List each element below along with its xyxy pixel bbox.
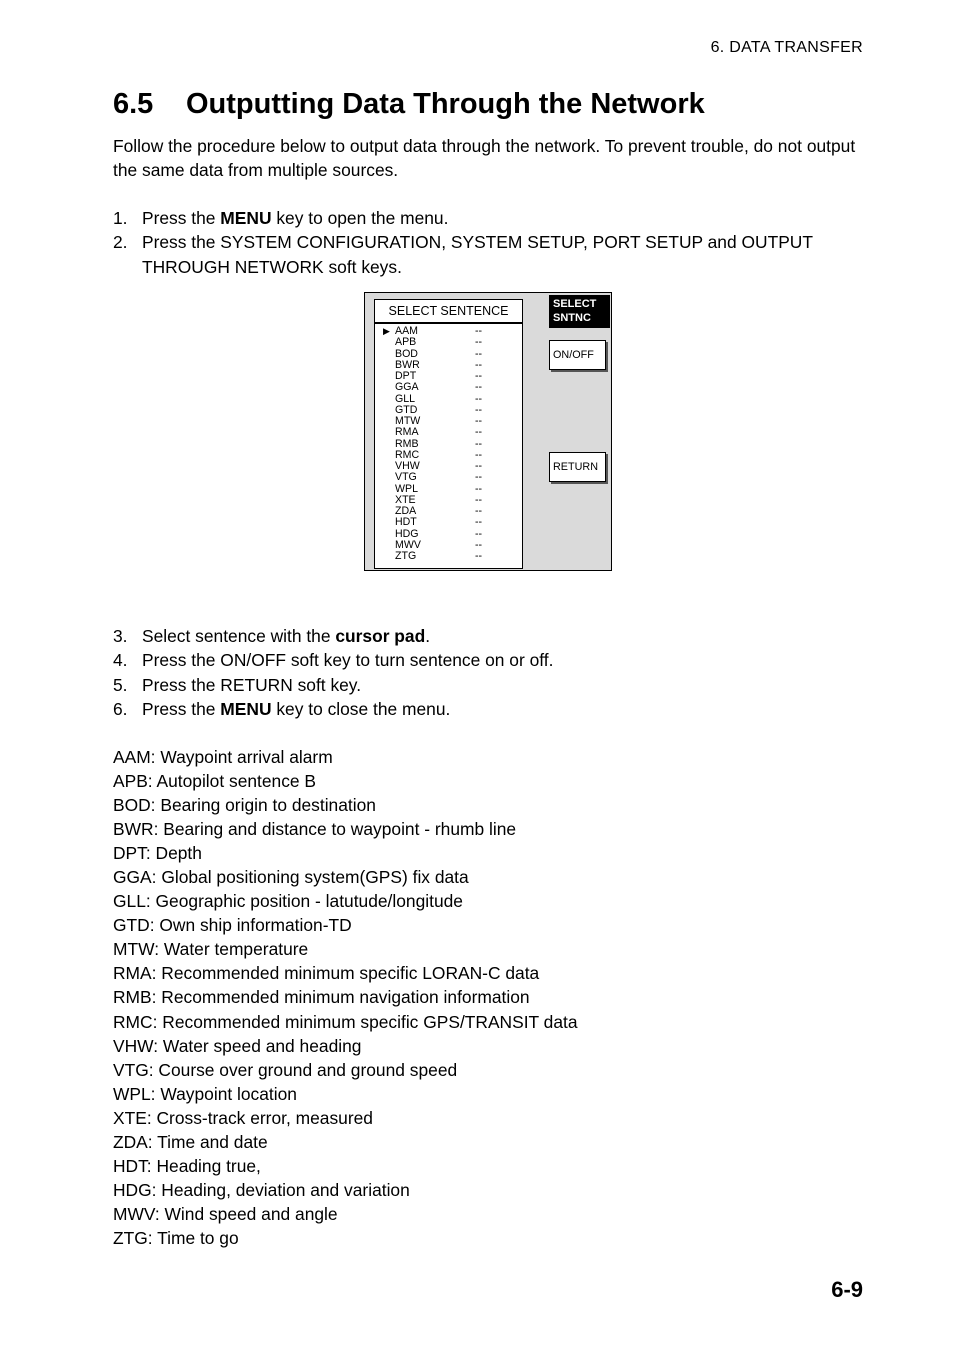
step-number: 1. <box>113 208 128 228</box>
definition-item: APB: Autopilot sentence B <box>113 771 317 792</box>
sentence-definitions <box>113 745 578 1250</box>
select-sentence-screen <box>364 292 612 571</box>
intro-paragraph: Follow the procedure below to output data through the network. To prevent trouble, do not output the same data from multiple sources. <box>113 136 856 180</box>
select-sentence-heading: SELECT SENTENCE <box>374 299 523 323</box>
on-off-softkey[interactable]: ON/OFF <box>549 340 606 370</box>
definition-item: GGA: Global positioning system(GPS) fix data <box>113 867 469 888</box>
sentence-code: HDT <box>395 516 417 529</box>
procedure-steps-1-2 <box>113 206 873 279</box>
sentence-row-ztg[interactable] <box>383 551 493 562</box>
sentence-status: -- <box>475 381 483 394</box>
step-item <box>113 206 873 230</box>
definition-item: VTG: Course over ground and ground speed <box>113 1059 458 1080</box>
definition-item: ZTG: Time to go <box>113 1227 239 1248</box>
step-text: key to close the menu. <box>271 698 451 719</box>
definition-item: RMB: Recommended minimum navigation information <box>113 987 530 1008</box>
sentence-row-vtg[interactable] <box>383 472 493 483</box>
sentence-code: GLL <box>395 392 416 405</box>
definition-item: GTD: Own ship information-TD <box>113 915 352 936</box>
sentence-status: -- <box>475 336 483 349</box>
sentence-code: DPT <box>395 370 417 382</box>
sentence-status: -- <box>475 505 483 517</box>
sentence-row-gga[interactable] <box>383 382 493 393</box>
sentence-row-hdt[interactable] <box>383 517 493 528</box>
sentence-code: WPL <box>395 482 418 495</box>
step-item <box>113 673 873 697</box>
sentence-code: VTG <box>395 471 417 484</box>
sentence-code: APB <box>395 336 417 349</box>
definition-item: HDT: Heading true, <box>113 1155 261 1176</box>
definition-item: RMC: Recommended minimum specific GPS/TRANSIT data <box>113 1011 578 1032</box>
sentence-status: -- <box>475 403 483 416</box>
running-header: 6. DATA TRANSFER <box>710 39 863 56</box>
step-number: 6. <box>113 698 128 719</box>
step-text: . <box>425 626 431 646</box>
softkey-title-line2: SNTNC <box>553 311 591 324</box>
sentence-status: -- <box>475 527 483 540</box>
definition-item: MWV: Wind speed and angle <box>113 1203 338 1224</box>
step-number: 2. <box>113 232 128 253</box>
sentence-code: GGA <box>395 381 419 394</box>
definition-item: BWR: Bearing and distance to waypoint - rhumb line <box>113 819 517 840</box>
sentence-status: -- <box>475 426 483 439</box>
sentence-code: MTW <box>395 415 421 427</box>
sentence-status: -- <box>475 392 483 405</box>
step-item <box>113 697 873 721</box>
procedure-steps-3-6 <box>113 624 873 721</box>
step-text: Press the SYSTEM CONFIGURATION, SYSTEM SETUP, PORT SETUP and OUTPUT THROUGH NETWORK soft keys. <box>142 232 813 277</box>
step-text: Press the RETURN soft key. <box>142 674 362 695</box>
sentence-status: -- <box>475 460 483 472</box>
step-item <box>113 624 873 648</box>
step-item <box>113 648 873 672</box>
sentence-status: -- <box>475 471 483 484</box>
sentence-status: -- <box>475 493 483 506</box>
sentence-status: -- <box>475 550 483 562</box>
sentence-status: -- <box>475 448 483 461</box>
sentence-row-apb[interactable] <box>383 337 493 348</box>
sentence-code: BOD <box>395 347 418 360</box>
sentence-status: -- <box>475 325 483 337</box>
sentence-code: BWR <box>395 358 420 371</box>
definition-item: RMA: Recommended minimum specific LORAN-C data <box>113 963 540 984</box>
section-title-text: Outputting Data Through the Network <box>186 88 705 120</box>
sentence-code: RMA <box>395 426 419 439</box>
sentence-status: -- <box>475 370 483 382</box>
return-softkey[interactable]: RETURN <box>549 452 606 482</box>
sentence-status: -- <box>475 482 483 495</box>
sentence-row-rma[interactable] <box>383 427 493 438</box>
page-number: 6-9 <box>831 1277 863 1302</box>
step-number: 4. <box>113 650 128 671</box>
softkey-title-line1: SELECT <box>553 298 597 310</box>
definition-item: DPT: Depth <box>113 843 202 864</box>
step-key-name: MENU <box>220 698 272 719</box>
definition-item: ZDA: Time and date <box>113 1131 268 1152</box>
step-text: Press the ON/OFF soft key to turn sentence on or off. <box>142 650 554 671</box>
sentence-code: XTE <box>395 493 416 506</box>
step-key-name: cursor pad <box>335 626 426 646</box>
sentence-code: AAM <box>395 325 418 337</box>
step-text: key to open the menu. <box>271 208 449 228</box>
step-key-name: MENU <box>220 208 272 228</box>
section-number: 6.5 <box>113 88 154 120</box>
step-text: Press the <box>142 208 221 228</box>
definition-item: AAM: Waypoint arrival alarm <box>113 747 333 767</box>
sentence-code: MWV <box>395 538 421 551</box>
sentence-code: GTD <box>395 403 418 416</box>
sentence-code: ZDA <box>395 505 417 517</box>
step-number: 3. <box>113 626 128 646</box>
sentence-status: -- <box>475 538 483 551</box>
step-item <box>113 230 873 279</box>
definition-item: XTE: Cross-track error, measured <box>113 1107 373 1128</box>
sentence-status: -- <box>475 415 483 427</box>
definition-item: MTW: Water temperature <box>113 939 309 960</box>
step-number: 5. <box>113 674 128 695</box>
section-title <box>113 88 705 121</box>
cursor-arrow-icon: ▶ <box>383 326 390 336</box>
definition-item: BOD: Bearing origin to destination <box>113 795 376 816</box>
sentence-code: RMC <box>395 448 420 461</box>
sentence-status: -- <box>475 437 483 450</box>
sentence-code: RMB <box>395 437 419 450</box>
step-text: Select sentence with the <box>142 626 336 646</box>
sentence-code: HDG <box>395 527 419 540</box>
sentence-status: -- <box>475 516 483 529</box>
definition-item: VHW: Water speed and heading <box>113 1035 362 1056</box>
sentence-code: ZTG <box>395 550 417 562</box>
sentence-code: VHW <box>395 460 420 472</box>
sentence-list <box>383 326 493 562</box>
step-text: Press the <box>142 698 221 719</box>
sentence-status: -- <box>475 347 483 360</box>
definition-item: WPL: Waypoint location <box>113 1083 297 1104</box>
softkey-menu-title <box>549 295 610 328</box>
definition-item: GLL: Geographic position - latutude/longitude <box>113 891 463 912</box>
sentence-status: -- <box>475 358 483 371</box>
definition-item: HDG: Heading, deviation and variation <box>113 1179 410 1200</box>
